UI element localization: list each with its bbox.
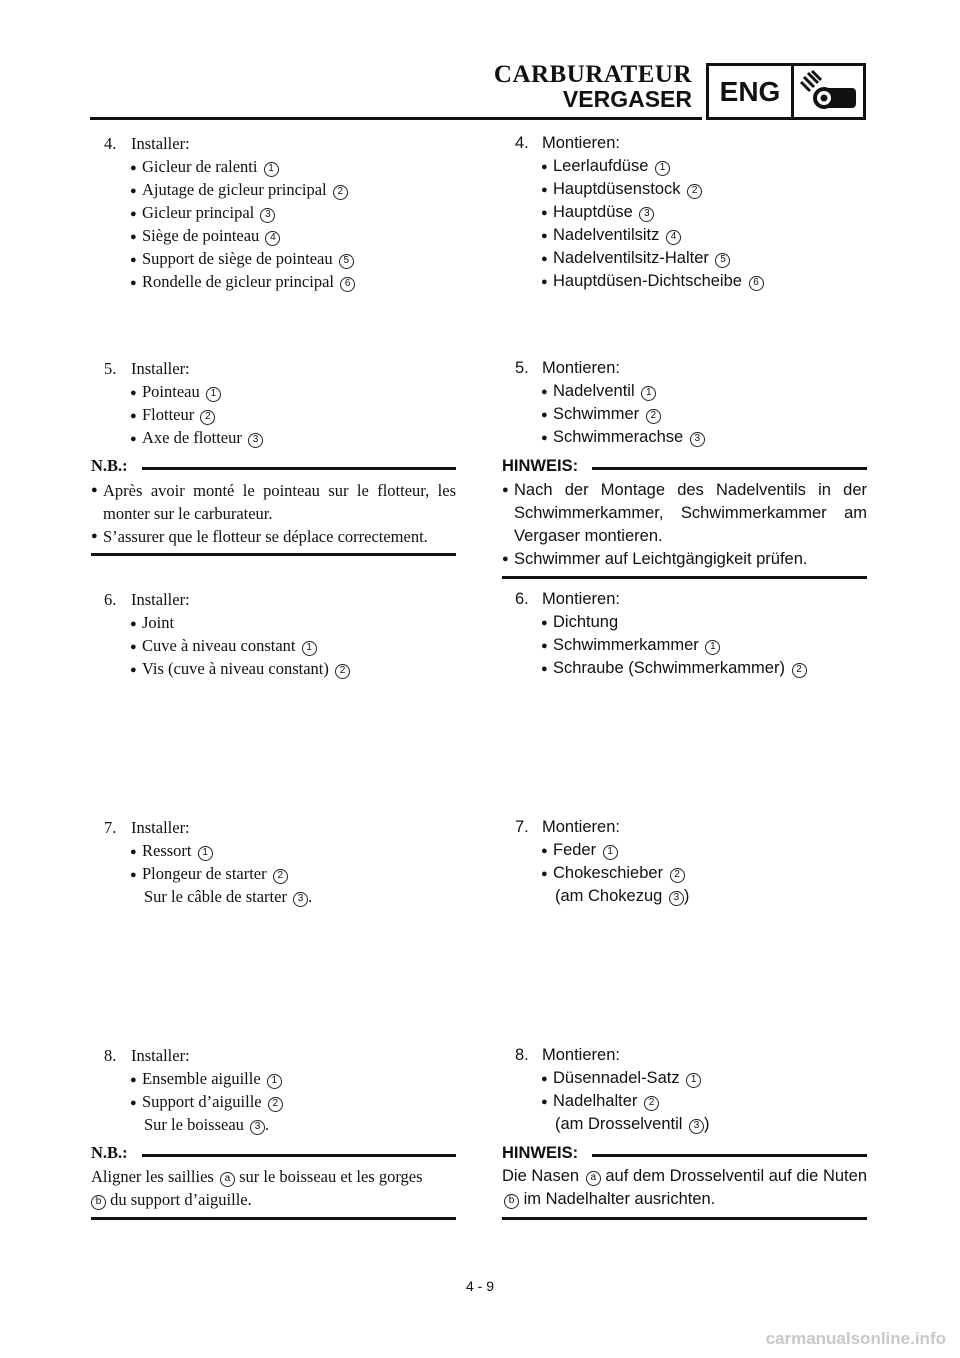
list-item: ● Düsennadel-Satz 1 — [515, 1067, 867, 1090]
fr-step-7 — [104, 816, 456, 908]
fr-step-4 — [104, 132, 456, 293]
list-item: ● Nadelhalter 2 — [515, 1090, 867, 1113]
fr-step-8 — [104, 1044, 456, 1136]
de-note-2 — [502, 1143, 867, 1220]
callout-number: 2 — [646, 409, 661, 424]
list-item: ● Hauptdüsenstock 2 — [515, 178, 867, 201]
list-item: ● Joint — [130, 613, 175, 632]
section-title-de: VERGASER — [562, 86, 692, 112]
step-title: Installer: — [131, 818, 190, 837]
step-title: Montieren: — [542, 1046, 620, 1064]
step-number: 6. — [515, 590, 529, 608]
list-continuation: (am Drosselventil 3 ) — [555, 1115, 710, 1133]
note-item: ● Après avoir monté le pointeau sur le flotteur, les monter sur le carburateur. — [91, 481, 456, 523]
callout-number: 6 — [340, 277, 355, 292]
callout-number: 2 — [333, 185, 348, 200]
callout-number: 1 — [198, 846, 213, 861]
callout-number: 1 — [705, 640, 720, 655]
section-title-fr: CARBURATEUR — [493, 61, 692, 88]
callout-number: 1 — [686, 1073, 701, 1088]
callout-number: 1 — [655, 161, 670, 176]
callout-number: 2 — [273, 869, 288, 884]
callout-number: 2 — [670, 868, 685, 883]
callout-number: 4 — [265, 231, 280, 246]
callout-number: 1 — [302, 641, 317, 656]
step-title: Montieren: — [542, 590, 620, 608]
list-item: ● Vis (cuve à niveau constant) 2 — [104, 657, 456, 680]
page-number: 4 - 9 — [465, 1278, 494, 1294]
step-number: 7. — [104, 818, 117, 837]
list-item: ● Schraube (Schwimmerkammer) 2 — [515, 657, 867, 680]
callout-number: 2 — [687, 184, 702, 199]
callout-letter: b — [504, 1194, 519, 1209]
list-item: ● Pointeau 1 — [104, 380, 456, 403]
engine-icon — [794, 66, 863, 117]
note-label: HINWEIS: — [502, 456, 579, 475]
list-item: ● Ressort 1 — [104, 839, 456, 862]
list-item: ● Cuve à niveau constant 1 — [104, 634, 456, 657]
list-item: ● Feder 1 — [515, 839, 867, 862]
list-item: ● Nadelventil 1 — [515, 380, 867, 403]
list-item: ● Nadelventilsitz-Halter 5 — [515, 247, 867, 270]
callout-number: 2 — [644, 1096, 659, 1111]
callout-number: 6 — [749, 276, 764, 291]
callout-number: 2 — [335, 664, 350, 679]
list-item: ● Schwimmerkammer 1 — [515, 634, 867, 657]
list-item: ● Ensemble aiguille 1 — [104, 1067, 456, 1090]
step-title: Montieren: — [542, 818, 620, 836]
step-title: Montieren: — [542, 134, 620, 152]
fr-note-1 — [91, 456, 456, 556]
list-item: ● Schwimmer 2 — [515, 403, 867, 426]
list-item: ● Hauptdüsen-Dichtscheibe 6 — [515, 270, 867, 293]
list-item: ● Gicleur de ralenti 1 — [104, 155, 456, 178]
callout-number: 4 — [666, 230, 681, 245]
callout-number: 3 — [250, 1120, 265, 1135]
note-item: ● S’assurer que le flotteur se déplace correctement. — [91, 527, 428, 546]
callout-number: 1 — [267, 1074, 282, 1089]
step-number: 6. — [104, 590, 117, 609]
callout-number: 1 — [641, 386, 656, 401]
note-text: Die Nasen a auf dem Drosselventil auf die Nuten b im Nadelhalter ausrichten. — [502, 1167, 867, 1208]
note-label: N.B.: — [91, 456, 128, 475]
callout-number: 3 — [293, 892, 308, 907]
callout-number: 3 — [689, 1119, 704, 1134]
callout-number: 1 — [603, 845, 618, 860]
step-number: 4. — [104, 134, 117, 153]
step-title: Installer: — [131, 1046, 190, 1065]
list-item: ● Hauptdüse 3 — [515, 201, 867, 224]
list-item: ● Plongeur de starter 2 — [104, 862, 456, 885]
callout-number: 3 — [260, 208, 275, 223]
callout-number: 2 — [200, 410, 215, 425]
step-number: 8. — [104, 1046, 117, 1065]
list-item: ● Chokeschieber 2 — [515, 862, 867, 885]
list-item: ● Schwimmerachse 3 — [515, 426, 867, 449]
callout-number: 3 — [639, 207, 654, 222]
step-title: Installer: — [131, 134, 190, 153]
fr-step-6 — [104, 588, 456, 680]
list-item: ● Ajutage de gicleur principal 2 — [104, 178, 456, 201]
list-item: ● Gicleur principal 3 — [104, 201, 456, 224]
list-item: ● Dichtung — [541, 613, 619, 631]
step-number: 7. — [515, 818, 529, 836]
fr-note-2 — [91, 1143, 456, 1220]
list-continuation: (am Chokezug 3 ) — [555, 887, 690, 905]
callout-number: 3 — [248, 433, 263, 448]
callout-number: 2 — [792, 663, 807, 678]
list-item: ● Flotteur 2 — [104, 403, 456, 426]
callout-letter: b — [91, 1195, 106, 1210]
callout-number: 3 — [669, 891, 684, 906]
note-item: ● Nach der Montage des Nadelventils in der Schwimmerkammer, Schwimmerkammer am Vergaser montieren. — [502, 481, 867, 545]
callout-letter: a — [586, 1171, 601, 1186]
note-label: N.B.: — [91, 1143, 128, 1162]
callout-number: 2 — [268, 1097, 283, 1112]
list-item: ● Rondelle de gicleur principal 6 — [104, 270, 456, 293]
callout-number: 3 — [690, 432, 705, 447]
de-step-7 — [515, 816, 867, 908]
step-number: 4. — [515, 134, 529, 152]
eng-badge — [706, 63, 866, 120]
list-item: ● Axe de flotteur 3 — [104, 426, 456, 449]
list-item: ● Support de siège de pointeau 5 — [104, 247, 456, 270]
step-title: Installer: — [131, 590, 190, 609]
de-step-5 — [515, 357, 867, 449]
callout-number: 1 — [264, 162, 279, 177]
note-item: ● Schwimmer auf Leichtgängigkeit prüfen. — [502, 550, 808, 568]
list-continuation: Sur le câble de starter 3 . — [144, 887, 313, 906]
list-continuation: Sur le boisseau 3 . — [144, 1115, 270, 1134]
watermark: carmanualsonline.info — [765, 1329, 946, 1348]
callout-number: 5 — [715, 253, 730, 268]
header-rule — [90, 117, 702, 120]
callout-number: 1 — [206, 387, 221, 402]
de-step-4 — [515, 132, 867, 293]
callout-letter: a — [220, 1172, 235, 1187]
step-number: 5. — [104, 359, 117, 378]
de-note-1 — [502, 456, 867, 579]
fr-step-5 — [104, 357, 456, 449]
de-step-6 — [515, 588, 867, 680]
note-text: Aligner les saillies a sur le boisseau et les gorges b du support d’aiguille. — [91, 1167, 423, 1209]
list-item: ● Siège de pointeau 4 — [104, 224, 456, 247]
note-label: HINWEIS: — [502, 1143, 579, 1162]
list-item: ● Nadelventilsitz 4 — [515, 224, 867, 247]
step-title: Installer: — [131, 359, 190, 378]
list-item: ● Support d’aiguille 2 — [104, 1090, 456, 1113]
callout-number: 5 — [339, 254, 354, 269]
step-number: 8. — [515, 1046, 529, 1064]
list-item: ● Leerlaufdüse 1 — [515, 155, 867, 178]
step-number: 5. — [515, 359, 529, 377]
eng-badge-label: ENG — [709, 66, 794, 117]
de-step-8 — [515, 1044, 867, 1136]
step-title: Montieren: — [542, 359, 620, 377]
